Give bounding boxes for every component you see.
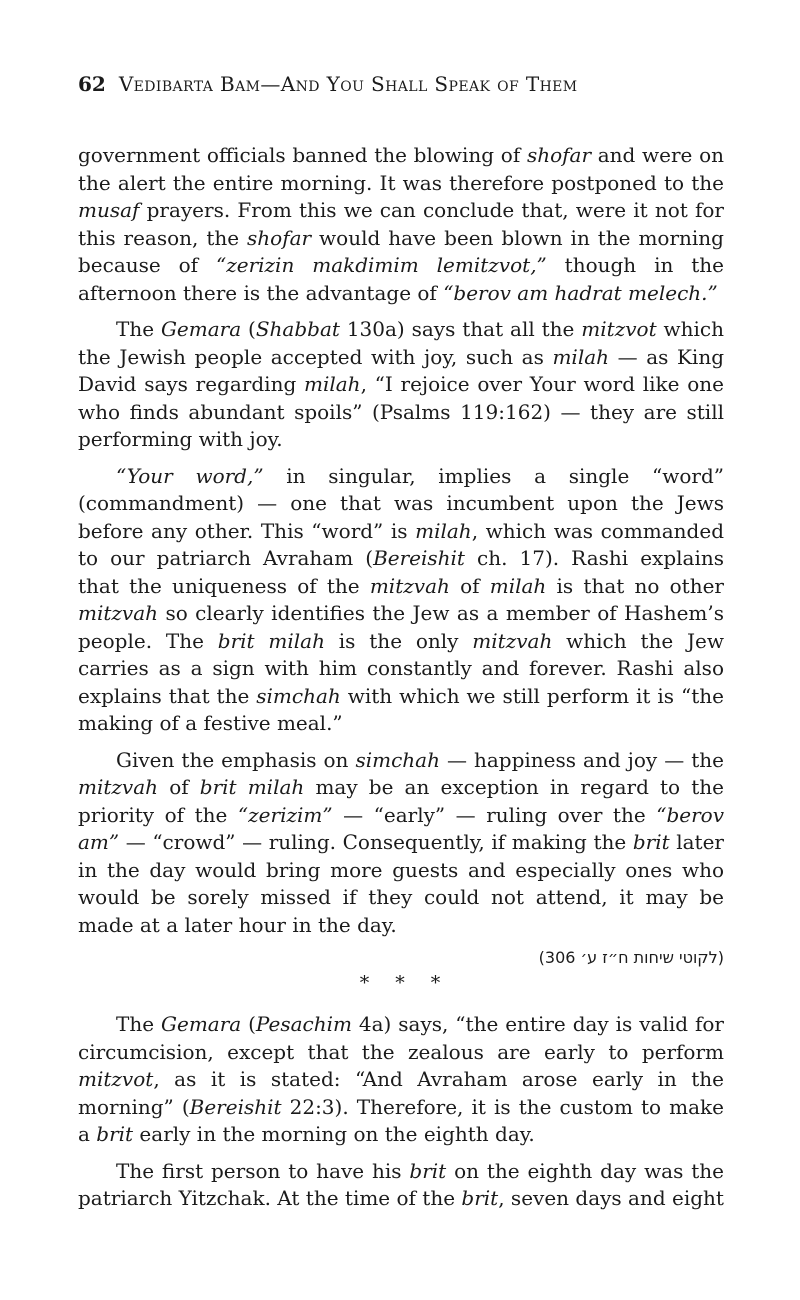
italic-text-run: shofar [526,143,592,167]
text-run: , “I rejoice over Your word like one who finds abundant spoils” (Psalms 119:162) — they are still performing with joy. [78,372,724,451]
text-run: — “early” — ruling over the [332,802,657,827]
italic-text-run: Pesachim [255,1012,352,1036]
text-run: later in the day would bring more guests and especially ones who would be sorely missed if they could not attend, it may be made at a later hour in the day. [78,830,724,937]
italic-text-run: Shabbat [255,317,340,341]
italic-text-run: mitzvah [78,775,159,799]
text-run: would have been blown in the morning because of [78,225,724,277]
italic-text-run: musaf [78,198,140,222]
italic-text-run: simchah [256,683,341,708]
italic-text-run: brit [461,1186,499,1210]
text-run: , which was commanded to our patriarch Avraham ( [78,518,724,570]
text-run: — “crowd” — ruling. Consequently, if making the [119,830,633,854]
text-run: The [116,1012,161,1036]
italic-text-run: “berov am hadrat melech.” [443,280,718,305]
text-run: though in the afternoon there is the advantage of [78,253,724,305]
text-run: government officials banned the blowing of [78,143,527,167]
italic-text-run: milah [304,372,361,396]
text-run: ( [241,317,256,341]
italic-text-run: simchah [355,747,440,772]
paragraph [78,142,724,307]
text-run: , seven days and eight [498,1186,724,1210]
italic-text-run: Bereishit [189,1094,282,1119]
text-run: of [158,775,200,799]
italic-text-run: brit [96,1122,134,1146]
italic-text-run: Gemara [161,1012,242,1036]
paragraph [78,463,724,738]
italic-text-run: brit [409,1158,447,1183]
page-number: 62 [78,72,106,96]
text-run: with which we still perform it is “the making of a festive meal.” [78,683,724,735]
text-run: is the only [324,628,473,653]
text-run: ( [241,1012,256,1036]
italic-text-run: mitzvah [78,601,159,625]
text-run: and were on the alert the entire morning. It was therefore postponed to the [78,143,724,195]
italic-text-run: brit milah [217,628,325,653]
italic-text-run: mitzvot [78,1067,154,1091]
text-run: — as King David says regarding [78,344,724,396]
page-body [78,142,724,1213]
italic-text-run: mitzvot [581,317,657,341]
italic-text-run: brit milah [199,775,305,799]
italic-text-run: milah [552,344,610,369]
italic-text-run: shofar [247,225,312,250]
italic-text-run: brit [632,830,670,854]
italic-text-run: “zerizim” [237,802,333,827]
italic-text-run: Gemara [160,317,242,341]
source-citation: (לקוטי שיחות ח״ז ע׳ 306) [538,948,724,967]
text-run: in singular, implies a single “word” (commandment) — one that was incumbent upon the Jews before any other. This “word” is [78,463,724,543]
text-run: may be an exception in regard to the priority of the [78,775,724,827]
italic-text-run: milah [489,573,547,598]
paragraph [78,1158,724,1213]
running-title: Vedibarta Bam—And You Shall Speak of Them [118,72,578,96]
text-run: 130a) says that all the [339,317,582,341]
text-run: which the Jewish people accepted with joy, such as [78,317,724,369]
text-run: The first person to have his [116,1158,410,1183]
text-run: early in the morning on the eighth day. [133,1122,535,1146]
italic-text-run: “berov am” [78,802,724,854]
paragraph [78,316,724,454]
text-run: 22:3). Therefore, it is the custom to make a [78,1094,724,1146]
paragraph [78,1011,724,1149]
text-run: on the eighth day was the patriarch Yitzchak. At the time of the [78,1158,724,1210]
text-run: so clearly identifies the Jew as a member of Hashem’s people. The [78,601,724,653]
text-run: prayers. From this we can conclude that, were it not for this reason, the [78,198,724,250]
text-run: of [449,573,490,598]
italic-text-run: “Your word,” [116,463,264,488]
text-run: , as it is stated: “And Avraham arose early in the morning” ( [78,1067,724,1119]
text-run: 4a) says, “the entire day is valid for circumcision, except that the zealous are early to perform [78,1012,724,1064]
section-separator: * * * [359,972,443,994]
text-run: The [116,317,161,341]
text-run: Given the emphasis on [116,747,356,772]
paragraph [78,747,724,940]
italic-text-run: mitzvah [472,628,553,653]
text-run: is that no other [546,573,724,598]
text-run: ch. 17). Rashi explains that the uniqueness of the [78,546,724,598]
text-run: which the Jew carries as a sign with him constantly and forever. Rashi also explains that the [78,628,725,708]
text-run: — happiness and joy — the [439,747,724,772]
italic-text-run: mitzvah [369,573,450,598]
italic-text-run: milah [415,518,472,543]
page-header [78,72,724,96]
italic-text-run: Bereishit [373,546,465,570]
italic-text-run: “zerizin makdimim lemitzvot,” [215,253,547,277]
